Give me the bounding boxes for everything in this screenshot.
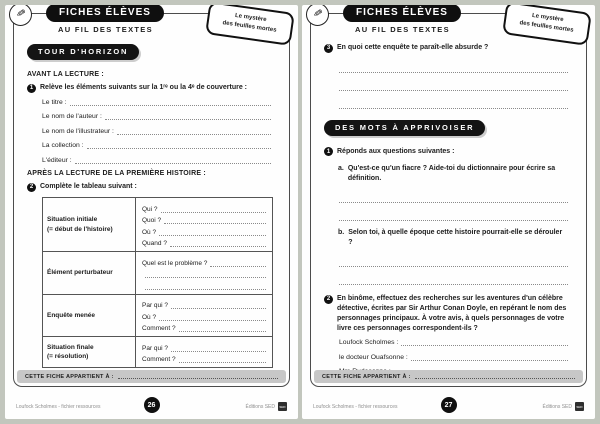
page-subtitle: AU FIL DES TEXTES [355, 25, 450, 34]
answer-line [164, 218, 266, 224]
question-2-number: 2 [27, 183, 36, 192]
answer-line [179, 326, 266, 332]
answer-line [339, 188, 568, 203]
answer-line [70, 98, 271, 106]
cover-field-collection: La collection : [42, 141, 271, 149]
worksheet-frame-left [13, 7, 290, 387]
answer-line [339, 270, 568, 285]
publisher-name: Éditions SED [542, 403, 572, 410]
owner-label: CETTE FICHE APPARTIENT À : [322, 373, 411, 380]
question-2-text: Complète le tableau suivant : [40, 183, 137, 191]
sheet-content-left [14, 14, 289, 386]
answer-line [117, 127, 271, 135]
cover-field-publisher: L'éditeur : [42, 156, 271, 164]
answer-line [171, 303, 266, 309]
question-3 [324, 43, 574, 53]
question-1-right-text: Réponds aux questions suivantes : [337, 147, 455, 155]
owner-answer-line [415, 374, 575, 379]
table-row-prompts: Quel est le problème ? [136, 252, 272, 294]
answer-line [339, 252, 568, 267]
sed-logo: SED [575, 402, 584, 411]
subquestion-b: b. Selon toi, à quelle époque cette histoire pourrait-elle se dérouler ? [338, 228, 568, 248]
cover-field-author: Le nom de l'auteur : [42, 112, 271, 120]
question-1-right [324, 147, 574, 157]
apres-lecture-label: APRÈS LA LECTURE DE LA PREMIÈRE HISTOIRE : [27, 170, 206, 178]
answer-line [159, 315, 266, 321]
cover-field-illustrator: Le nom de l'illustrateur : [42, 127, 271, 135]
question-3-number: 3 [324, 44, 333, 53]
table-row-prompts: Qui ? Quoi ? Où ? Quand ? [136, 198, 272, 251]
question-1-right-number: 1 [324, 147, 333, 156]
answer-line [105, 112, 271, 120]
question-1 [27, 83, 277, 93]
answer-line [339, 76, 568, 91]
book-title-line1: Le mystère [531, 12, 564, 24]
page-subtitle: AU FIL DES TEXTES [58, 25, 153, 34]
answer-line [171, 346, 266, 352]
owner-bar [314, 370, 583, 383]
answer-line [210, 261, 266, 267]
answer-line [411, 353, 568, 361]
owner-bar [17, 370, 286, 383]
worksheet-page-right [302, 5, 595, 419]
table-row [43, 294, 272, 337]
footer-book-reference: Loufock Scholmes - fichier ressources [313, 403, 398, 410]
answer-line [339, 206, 568, 221]
table-row [43, 336, 272, 367]
story-structure-table [42, 197, 273, 368]
page-number-badge: 27 [441, 397, 457, 413]
character-field-ouafsonne: le docteur Ouafsonne : [339, 353, 568, 361]
question-2-right-number: 2 [324, 295, 333, 304]
answer-line [339, 94, 568, 109]
answer-line [401, 338, 568, 346]
answer-line [170, 241, 266, 247]
answer-line [145, 284, 266, 290]
answer-line [145, 272, 266, 278]
subquestion-a-text: Qu'est-ce qu'un fiacre ? Aide-toi du dictionnaire pour écrire sa définition. [347, 164, 556, 182]
book-title-line1: Le mystère [234, 12, 267, 24]
section-tour-horizon: TOUR D'HORIZON [27, 44, 139, 60]
answer-line [87, 141, 271, 149]
character-field-scholmes: Loufock Scholmes : [339, 338, 568, 346]
section-des-mots: DES MOTS À APPRIVOISER [324, 120, 485, 136]
avant-lecture-label: AVANT LA LECTURE : [27, 71, 104, 78]
page-number-badge: 26 [144, 397, 160, 413]
pencil-icon: ✎ [14, 7, 27, 21]
table-row [43, 198, 272, 251]
question-2-right-text: En binôme, effectuez des recherches sur les aventures d'un célèbre détective, écrites par Sir Arthur Conan Doyle, en repérant le nom des personnages principaux. À votre avis, à quels personnages de votre livre ces personnages correspondent-ils ? [337, 295, 567, 332]
table-row-label: Situation initiale (= début de l'histoire) [43, 198, 136, 251]
pencil-icon: ✎ [311, 7, 324, 21]
owner-answer-line [118, 374, 278, 379]
cover-field-title: Le titre : [42, 98, 271, 106]
question-2 [27, 182, 277, 192]
question-2-right [324, 294, 574, 333]
subquestion-a: a. Qu'est-ce qu'un fiacre ? Aide-toi du dictionnaire pour écrire sa définition. [338, 164, 568, 184]
publisher-name: Éditions SED [245, 403, 275, 410]
subquestion-b-text: Selon toi, à quelle époque cette histoire pourrait-elle se dérouler ? [348, 228, 563, 247]
answer-line [179, 357, 266, 363]
sed-logo: SED [278, 402, 287, 411]
owner-label: CETTE FICHE APPARTIENT À : [25, 373, 114, 380]
worksheet-page-left [5, 5, 298, 419]
question-1-text: Relève les éléments suivants sur la 1ʳᵉ ou la 4ᵉ de couverture : [40, 84, 248, 91]
answer-line [159, 230, 266, 236]
page-title: FICHES ÉLÈVES [343, 5, 461, 22]
table-row-label: Élément perturbateur [43, 252, 136, 294]
book-title-line2: des feuilles mortes [519, 20, 574, 35]
table-row-prompts: Par qui ? Où ? Comment ? [136, 295, 272, 337]
table-row-label: Situation finale (= résolution) [43, 337, 136, 367]
answer-line [75, 156, 271, 164]
book-title-line2: des feuilles mortes [222, 20, 277, 35]
footer-publisher [246, 402, 287, 411]
question-1-number: 1 [27, 84, 36, 93]
footer-publisher [543, 402, 584, 411]
answer-line [161, 207, 266, 213]
worksheet-frame-right [310, 7, 587, 387]
table-row-label: Enquête menée [43, 295, 136, 337]
table-row [43, 251, 272, 294]
footer-book-reference: Loufock Scholmes - fichier ressources [16, 403, 101, 410]
answer-line [339, 58, 568, 73]
question-3-text: En quoi cette enquête te paraît-elle absurde ? [337, 44, 489, 51]
page-title: FICHES ÉLÈVES [46, 5, 164, 22]
sheet-content-right [311, 14, 586, 386]
table-row-prompts: Par qui ? Comment ? [136, 337, 272, 367]
